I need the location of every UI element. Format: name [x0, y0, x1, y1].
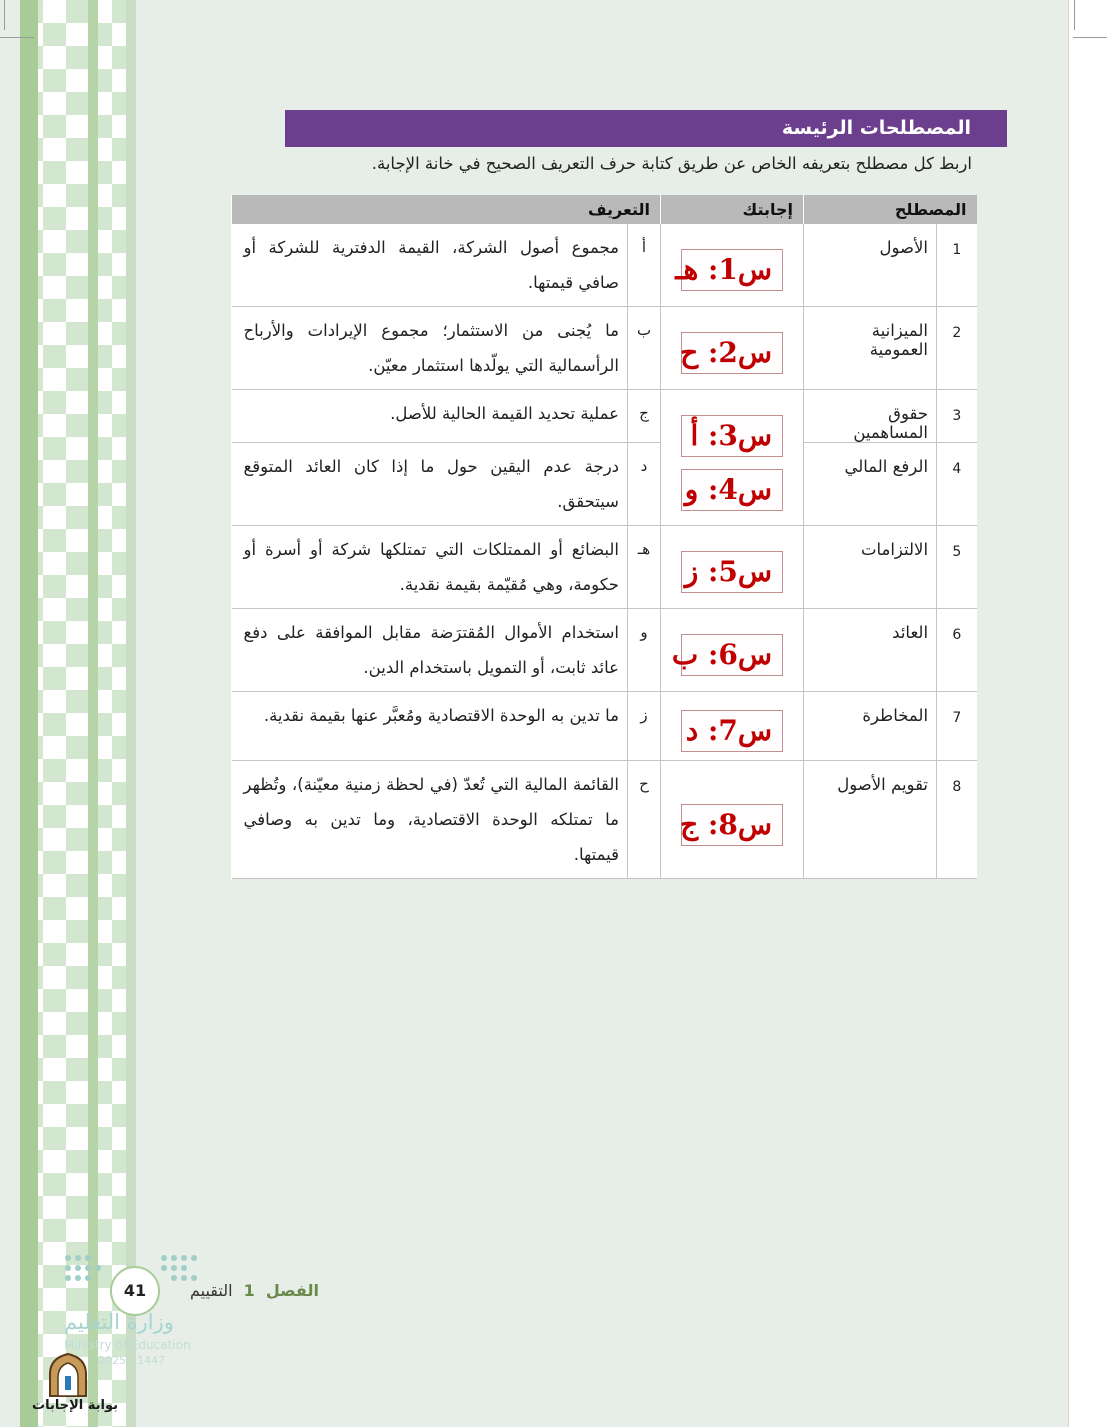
table-row: [232, 390, 977, 443]
answer-input[interactable]: س4: و: [681, 469, 783, 511]
answer-input[interactable]: س7: د: [681, 710, 783, 752]
chapter-footer: [190, 1281, 319, 1300]
portal-label: بوابة الإجابات: [32, 1398, 118, 1413]
definition-cell: ما تدين به الوحدة الاقتصادية ومُعبَّر عنها بقيمة نقدية.: [232, 692, 628, 761]
portal-logo-icon: [44, 1350, 92, 1402]
definition-cell: ما يُجنى من الاستثمار؛ مجموع الإيرادات والأرباح الرأسمالية التي يولّدها استثمار معيّن.: [232, 307, 628, 390]
term-number: 7: [937, 692, 977, 761]
answer-cell[interactable]: [661, 307, 804, 390]
term-cell: الرفع المالي: [804, 443, 937, 526]
definition-cell: عملية تحديد القيمة الحالية للأصل.: [232, 390, 628, 443]
term-cell: تقويم الأصول: [804, 761, 937, 879]
edition-year: 2025 - 1447: [98, 1354, 165, 1367]
section-title: المصطلحات الرئيسة: [285, 110, 1007, 147]
term-number: 3: [937, 390, 977, 443]
page-edge: [1068, 0, 1107, 1427]
answer-cell[interactable]: [661, 609, 804, 692]
crop-mark: [1074, 0, 1075, 30]
header-term: المصطلح: [804, 195, 977, 224]
header-definition: التعريف: [232, 195, 661, 224]
definition-letter: ز: [628, 692, 661, 761]
definition-letter: أ: [628, 224, 661, 307]
table-row: [232, 526, 977, 609]
term-number: 8: [937, 761, 977, 879]
ministry-name-en: Ministry of Education: [64, 1338, 191, 1352]
table-header-row: [232, 195, 977, 224]
terms-table: [231, 195, 977, 879]
definition-letter: و: [628, 609, 661, 692]
definition-letter: ج: [628, 390, 661, 443]
table-row: [232, 224, 977, 307]
header-answer: إجابتك: [661, 195, 804, 224]
term-number: 1: [937, 224, 977, 307]
crop-mark: [0, 37, 34, 38]
answer-cell[interactable]: [661, 761, 804, 879]
crop-mark: [4, 0, 5, 30]
term-number: 4: [937, 443, 977, 526]
answer-cell[interactable]: [661, 526, 804, 609]
answer-cell[interactable]: [661, 692, 804, 761]
section-label: التقييم: [190, 1281, 233, 1300]
page-number: 41: [110, 1266, 160, 1316]
instruction-text: اربط كل مصطلح بتعريفه الخاص عن طريق كتابة حرف التعريف الصحيح في خانة الإجابة.: [371, 154, 972, 173]
chapter-number: 1: [243, 1281, 255, 1300]
answer-input[interactable]: س3: أ: [681, 415, 783, 457]
term-cell: الميزانية العمومية: [804, 307, 937, 390]
definition-letter: ح: [628, 761, 661, 879]
chapter-label: الفصل: [265, 1281, 319, 1300]
table-row: [232, 761, 977, 879]
definition-cell: القائمة المالية التي تُعدّ (في لحظة زمنية معيّنة)، وتُظهر ما تمتلكه الوحدة الاقتصادية، وما تدين به وصافي قيمتها.: [232, 761, 628, 879]
term-cell: الالتزامات: [804, 526, 937, 609]
definition-letter: ب: [628, 307, 661, 390]
definition-cell: استخدام الأموال المُقترَضة مقابل الموافقة على دفع عائد ثابت، أو التمويل باستخدام الدين.: [232, 609, 628, 692]
definition-letter: هـ: [628, 526, 661, 609]
decorative-stripe: [88, 0, 98, 1427]
answer-input[interactable]: س6: ب: [681, 634, 783, 676]
term-number: 6: [937, 609, 977, 692]
definition-cell: مجموع أصول الشركة، القيمة الدفترية للشركة أو صافي قيمتها.: [232, 224, 628, 307]
answer-input[interactable]: س2: ح: [681, 332, 783, 374]
decorative-stripe: [126, 0, 136, 1427]
answer-input[interactable]: س5: ز: [681, 551, 783, 593]
decorative-stripe: [20, 0, 38, 1427]
answer-input[interactable]: س8: ج: [681, 804, 783, 846]
table-row: [232, 609, 977, 692]
term-cell: الأصول: [804, 224, 937, 307]
ministry-name-ar: وزارة التعليم: [64, 1310, 174, 1334]
term-cell: حقوق المساهمين: [804, 390, 937, 443]
answer-cell[interactable]: [661, 224, 804, 307]
term-cell: العائد: [804, 609, 937, 692]
term-number: 5: [937, 526, 977, 609]
answer-input[interactable]: س1: هـ: [681, 249, 783, 291]
crop-mark: [1073, 37, 1107, 38]
table-row: [232, 692, 977, 761]
answer-cell[interactable]: [661, 390, 804, 526]
term-number: 2: [937, 307, 977, 390]
definition-letter: د: [628, 443, 661, 526]
table-row: [232, 307, 977, 390]
definition-cell: البضائع أو الممتلكات التي تمتلكها شركة أو أسرة أو حكومة، وهي مُقيّمة بقيمة نقدية.: [232, 526, 628, 609]
table-row: [232, 443, 977, 526]
term-cell: المخاطرة: [804, 692, 937, 761]
definition-cell: درجة عدم اليقين حول ما إذا كان العائد المتوقع سيتحقق.: [232, 443, 628, 526]
